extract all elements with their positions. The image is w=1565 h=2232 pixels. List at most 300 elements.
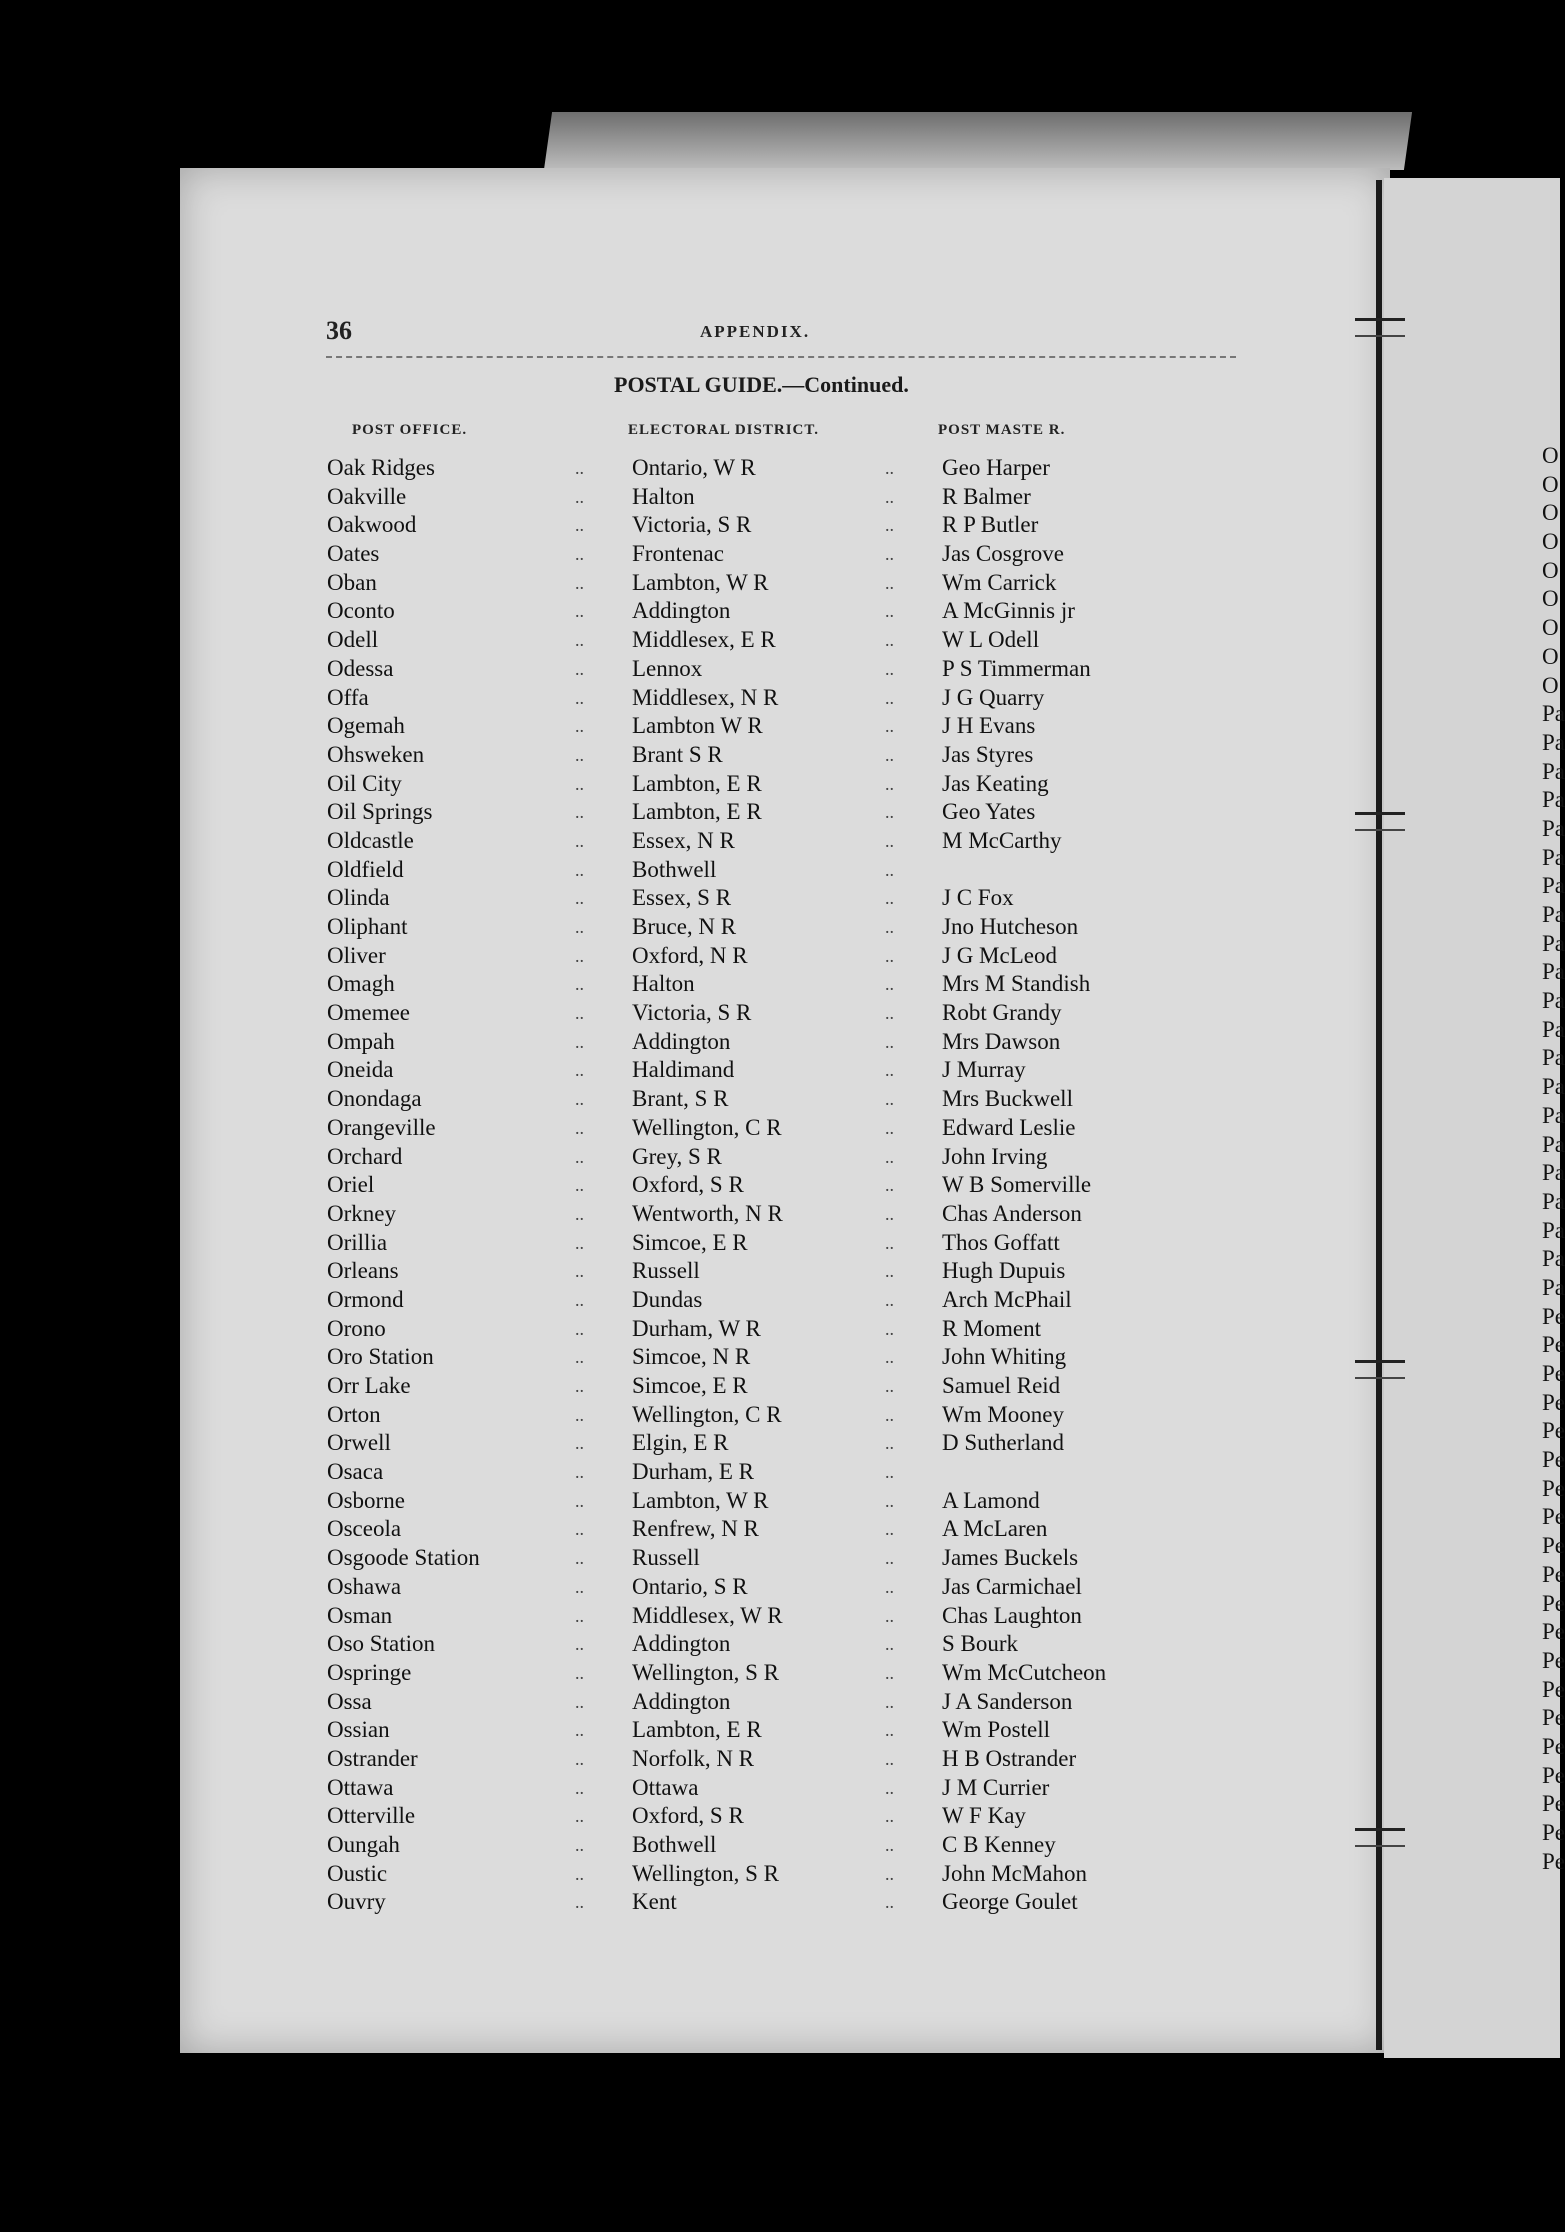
table-row	[325, 1860, 1225, 1889]
table-row	[325, 655, 1225, 684]
post-office-name: Ormond	[327, 1286, 404, 1312]
leader-dots: ..	[575, 572, 584, 593]
facing-page-fragment: Pe	[1542, 1676, 1565, 1702]
leader-dots: ..	[575, 458, 584, 478]
electoral-district: Simcoe, E R	[632, 1229, 748, 1255]
table-row	[325, 1315, 1225, 1344]
leader-dots: ..	[575, 1634, 584, 1655]
post-office-name: Offa	[327, 684, 369, 710]
electoral-district: Lambton W R	[632, 713, 763, 739]
post-office-name: Osgoode Station	[327, 1545, 480, 1571]
electoral-district: Wellington, C R	[632, 1114, 782, 1140]
facing-page-fragment: Pe	[1542, 1820, 1565, 1845]
leader-dots: ..	[575, 1490, 584, 1511]
electoral-district: Dundas	[632, 1286, 703, 1312]
leader-dots: ..	[885, 1720, 894, 1741]
leader-dots: ..	[885, 1777, 894, 1798]
post-master-name: Jno Hutcheson	[942, 914, 1079, 939]
electoral-district: Russell	[632, 1258, 700, 1284]
leader-dots: ..	[885, 1060, 894, 1081]
post-office-name: Ompah	[327, 1028, 395, 1054]
leader-dots: ..	[885, 744, 894, 765]
electoral-district: Lennox	[632, 655, 703, 681]
post-office-name: Oliver	[327, 942, 386, 968]
facing-page-fragment: Pa	[1542, 1102, 1565, 1128]
facing-page-fragment: Pa	[1542, 787, 1565, 813]
post-master-name: Chas Anderson	[942, 1200, 1082, 1226]
leader-dots: ..	[575, 1806, 584, 1827]
facing-page-fragment: O	[1542, 615, 1559, 641]
leader-dots: ..	[885, 458, 894, 478]
facing-page-fragment: O	[1542, 586, 1559, 612]
electoral-district: Lambton, E R	[632, 1717, 762, 1743]
leader-dots: ..	[575, 1576, 584, 1597]
electoral-district: Halton	[632, 971, 695, 997]
facing-page-fragment: Pa	[1542, 902, 1565, 927]
post-office-name: Ohsweken	[327, 741, 425, 767]
leader-dots: ..	[885, 1835, 894, 1855]
post-office-name: Ospringe	[327, 1659, 412, 1685]
leader-dots: ..	[575, 1031, 584, 1052]
facing-page-fragment: Pa	[1542, 1131, 1565, 1157]
electoral-district: Durham, E R	[632, 1459, 755, 1485]
electoral-district: Addington	[632, 1631, 731, 1657]
post-master-name: J G Quarry	[942, 684, 1045, 710]
facing-page-fragment: Pa	[1542, 1217, 1565, 1243]
post-master-name: S Bourk	[942, 1631, 1019, 1657]
post-master-name: Jas Carmichael	[942, 1573, 1082, 1599]
post-office-name: Omagh	[327, 971, 395, 997]
leader-dots: ..	[575, 1376, 584, 1396]
electoral-district: Lambton, E R	[632, 770, 762, 796]
postal-guide-table	[325, 454, 1225, 1917]
facing-page-fragment: Pe	[1542, 1475, 1565, 1501]
electoral-district: Oxford, S R	[632, 1172, 744, 1198]
leader-dots: ..	[575, 1318, 584, 1339]
table-row	[325, 1286, 1225, 1315]
leader-dots: ..	[885, 1031, 894, 1052]
table-row	[325, 1716, 1225, 1745]
facing-page-fragment: O	[1542, 443, 1559, 468]
electoral-district: Ontario, S R	[632, 1573, 748, 1599]
post-office-name: Ottawa	[327, 1774, 394, 1800]
post-master-name: Samuel Reid	[942, 1373, 1061, 1398]
leader-dots: ..	[575, 773, 584, 794]
post-master-name: J M Currier	[942, 1774, 1050, 1800]
leader-dots: ..	[575, 1089, 584, 1110]
leader-dots: ..	[885, 1232, 894, 1253]
facing-page-fragment: Pa	[1542, 959, 1565, 985]
facing-page-fragment: Pa	[1542, 1045, 1565, 1071]
table-row	[325, 684, 1225, 713]
electoral-district: Addington	[632, 1028, 731, 1054]
leader-dots: ..	[885, 1662, 894, 1683]
leader-dots: ..	[575, 1347, 584, 1368]
leader-dots: ..	[575, 687, 584, 708]
leader-dots: ..	[885, 1203, 894, 1224]
leader-dots: ..	[575, 1863, 584, 1884]
facing-page-fragment: Pe	[1542, 1361, 1565, 1386]
post-office-name: Oungah	[327, 1832, 400, 1857]
post-master-name: Wm McCutcheon	[942, 1659, 1107, 1685]
post-office-name: Oates	[327, 541, 380, 567]
leader-dots: ..	[885, 917, 894, 937]
column-header-post-master: POST MASTE R.	[938, 422, 1066, 438]
post-master-name: Robt Grandy	[942, 1000, 1062, 1026]
leader-dots: ..	[885, 974, 894, 995]
facing-page-fragment: Pa	[1542, 1160, 1565, 1186]
table-row	[325, 597, 1225, 626]
electoral-district: Wellington, S R	[632, 1860, 780, 1886]
post-master-name: Mrs M Standish	[942, 971, 1091, 997]
post-office-name: Orangeville	[327, 1114, 436, 1140]
leader-dots: ..	[575, 1462, 584, 1483]
post-master-name: John Irving	[942, 1143, 1048, 1169]
facing-page-fragment: Pe	[1542, 1303, 1565, 1329]
post-master-name: Wm Postell	[942, 1717, 1050, 1743]
post-office-name: Orleans	[327, 1258, 399, 1284]
leader-dots: ..	[885, 1519, 894, 1540]
post-master-name: D Sutherland	[942, 1430, 1065, 1456]
post-master-name: Mrs Buckwell	[942, 1086, 1073, 1112]
post-office-name: Ouvry	[327, 1889, 386, 1915]
binding-stitch	[1355, 812, 1405, 831]
post-office-name: Oliphant	[327, 914, 408, 939]
electoral-district: Bruce, N R	[632, 914, 737, 939]
electoral-district: Lambton, W R	[632, 569, 769, 595]
table-row	[325, 1659, 1225, 1688]
section-title: POSTAL GUIDE.—Continued.	[614, 372, 909, 397]
leader-dots: ..	[575, 802, 584, 823]
facing-page-fragment: Pe	[1542, 1733, 1565, 1759]
table-row	[325, 1745, 1225, 1774]
facing-page-fragment: Pe	[1542, 1418, 1565, 1444]
table-row	[325, 511, 1225, 540]
post-office-name: Orkney	[327, 1200, 396, 1226]
table-row	[325, 569, 1225, 598]
leader-dots: ..	[885, 1691, 894, 1712]
post-master-name: R Balmer	[942, 483, 1031, 509]
post-master-name: R P Butler	[942, 512, 1039, 538]
post-office-name: Osman	[327, 1602, 393, 1628]
post-office-name: Oldfield	[327, 856, 404, 882]
post-master-name: H B Ostrander	[942, 1745, 1077, 1771]
leader-dots: ..	[575, 1605, 584, 1626]
facing-page-fragment: Pa	[1542, 1274, 1565, 1300]
leader-dots: ..	[575, 945, 584, 966]
leader-dots: ..	[575, 630, 584, 651]
leader-dots: ..	[885, 1576, 894, 1597]
header-rule	[326, 356, 1236, 358]
electoral-district: Lambton, E R	[632, 799, 762, 825]
leader-dots: ..	[575, 1835, 584, 1855]
electoral-district: Halton	[632, 483, 695, 509]
post-office-name: Oak Ridges	[327, 455, 435, 480]
table-row	[325, 454, 1225, 483]
page-number: 36	[326, 316, 352, 345]
post-office-name: Oakville	[327, 483, 407, 509]
post-office-name: Oustic	[327, 1860, 388, 1886]
electoral-district: Middlesex, N R	[632, 684, 779, 710]
post-office-name: Olinda	[327, 885, 390, 911]
post-master-name: Chas Laughton	[942, 1602, 1082, 1628]
post-master-name: Geo Yates	[942, 799, 1036, 825]
post-office-name: Oakwood	[327, 512, 417, 538]
facing-page-fragment: Pa	[1542, 873, 1565, 899]
leader-dots: ..	[575, 486, 584, 507]
post-master-name: Wm Carrick	[942, 569, 1057, 595]
leader-dots: ..	[885, 1433, 894, 1454]
post-office-name: Oil City	[327, 770, 402, 796]
table-row	[325, 1372, 1225, 1401]
leader-dots: ..	[575, 716, 584, 737]
table-row	[325, 913, 1225, 942]
leader-dots: ..	[575, 515, 584, 536]
leader-dots: ..	[885, 486, 894, 507]
facing-page-fragment: Pe	[1542, 1705, 1565, 1731]
facing-page-fragment: Pe	[1542, 1590, 1565, 1616]
table-row	[325, 798, 1225, 827]
leader-dots: ..	[575, 658, 584, 679]
table-row	[325, 1114, 1225, 1143]
facing-page-fragment: Pa	[1542, 1188, 1565, 1214]
facing-page-fragment: Pa	[1542, 988, 1565, 1014]
table-row	[325, 1458, 1225, 1487]
leader-dots: ..	[885, 1003, 894, 1024]
leader-dots: ..	[885, 1404, 894, 1425]
leader-dots: ..	[885, 1863, 894, 1884]
leader-dots: ..	[575, 917, 584, 937]
leader-dots: ..	[885, 1462, 894, 1483]
leader-dots: ..	[575, 1232, 584, 1253]
post-office-name: Osborne	[327, 1487, 405, 1513]
leader-dots: ..	[885, 1175, 894, 1196]
column-header-post-office: POST OFFICE.	[352, 422, 468, 438]
facing-page-fragment: Pe	[1542, 1389, 1565, 1415]
leader-dots: ..	[575, 1289, 584, 1310]
table-row	[325, 1602, 1225, 1631]
electoral-district: Russell	[632, 1545, 700, 1571]
electoral-district: Essex, S R	[632, 885, 732, 911]
post-master-name: Edward Leslie	[942, 1114, 1076, 1140]
electoral-district: Bothwell	[632, 856, 717, 882]
leader-dots: ..	[575, 1146, 584, 1167]
leader-dots: ..	[885, 1892, 894, 1913]
post-master-name: A McLaren	[942, 1516, 1048, 1542]
book-edge-shadow	[544, 112, 1412, 170]
facing-page-fragment: Pe	[1542, 1533, 1565, 1559]
leader-dots: ..	[575, 1748, 584, 1769]
electoral-district: Ottawa	[632, 1774, 699, 1800]
binding-spine	[1376, 180, 1382, 2050]
facing-page-fragment: Pa	[1542, 729, 1565, 755]
post-office-name: Oso Station	[327, 1631, 435, 1657]
table-row	[325, 1573, 1225, 1602]
leader-dots: ..	[885, 773, 894, 794]
leader-dots: ..	[885, 1089, 894, 1110]
facing-page-fragment: O	[1542, 500, 1559, 526]
post-master-name: Wm Mooney	[942, 1401, 1065, 1427]
electoral-district: Brant, S R	[632, 1086, 729, 1112]
table-row	[325, 1257, 1225, 1286]
table-row	[325, 1143, 1225, 1172]
table-row	[325, 712, 1225, 741]
post-office-name: Orono	[327, 1315, 386, 1341]
table-row	[325, 483, 1225, 512]
running-head: APPENDIX.	[700, 322, 811, 341]
electoral-district: Addington	[632, 598, 731, 624]
leader-dots: ..	[575, 544, 584, 565]
post-master-name: J G McLeod	[942, 942, 1057, 968]
post-master-name: J C Fox	[942, 885, 1014, 911]
leader-dots: ..	[575, 859, 584, 880]
post-master-name: J A Sanderson	[942, 1688, 1073, 1714]
binding-stitch	[1355, 1360, 1405, 1379]
table-row	[325, 884, 1225, 913]
table-row	[325, 970, 1225, 999]
facing-page	[1384, 178, 1560, 2058]
post-master-name: W L Odell	[942, 627, 1040, 653]
leader-dots: ..	[885, 1318, 894, 1339]
table-row	[325, 770, 1225, 799]
table-row	[325, 1056, 1225, 1085]
leader-dots: ..	[885, 1117, 894, 1138]
post-office-name: Osaca	[327, 1459, 384, 1485]
leader-dots: ..	[575, 1519, 584, 1540]
facing-page-fragment: Pe	[1542, 1647, 1565, 1673]
table-row	[325, 827, 1225, 856]
leader-dots: ..	[885, 945, 894, 966]
electoral-district: Oxford, N R	[632, 942, 748, 968]
facing-page-fragments	[1542, 442, 1565, 1876]
post-office-name: Oconto	[327, 598, 395, 624]
table-row	[325, 1028, 1225, 1057]
table-row	[325, 1343, 1225, 1372]
leader-dots: ..	[885, 630, 894, 651]
leader-dots: ..	[575, 1203, 584, 1224]
electoral-district: Haldimand	[632, 1057, 735, 1083]
leader-dots: ..	[885, 1146, 894, 1167]
electoral-district: Brant S R	[632, 741, 723, 767]
leader-dots: ..	[575, 1892, 584, 1913]
leader-dots: ..	[575, 1662, 584, 1683]
table-row	[325, 1229, 1225, 1258]
post-master-name: Mrs Dawson	[942, 1028, 1061, 1054]
post-office-name: Orwell	[327, 1430, 391, 1456]
post-office-name: Orton	[327, 1401, 381, 1427]
leader-dots: ..	[885, 888, 894, 909]
post-office-name: Onondaga	[327, 1086, 422, 1112]
electoral-district: Wellington, S R	[632, 1659, 780, 1685]
leader-dots: ..	[575, 1404, 584, 1425]
leader-dots: ..	[885, 515, 894, 536]
leader-dots: ..	[575, 744, 584, 765]
electoral-district: Kent	[632, 1889, 677, 1915]
post-office-name: Oriel	[327, 1172, 375, 1198]
table-row	[325, 1429, 1225, 1458]
electoral-district: Bothwell	[632, 1832, 717, 1857]
post-office-name: Omemee	[327, 1000, 411, 1026]
facing-page-fragment: O	[1542, 672, 1559, 698]
post-master-name: Geo Harper	[942, 455, 1050, 480]
facing-page-fragment: O	[1542, 471, 1559, 497]
leader-dots: ..	[885, 658, 894, 679]
leader-dots: ..	[575, 830, 584, 851]
table-row	[325, 1831, 1225, 1860]
post-master-name: John Whiting	[942, 1344, 1067, 1370]
electoral-district: Norfolk, N R	[632, 1745, 755, 1771]
post-master-name: P S Timmerman	[942, 655, 1091, 681]
table-row	[325, 1085, 1225, 1114]
post-office-name: Ogemah	[327, 713, 405, 739]
electoral-district: Middlesex, E R	[632, 627, 776, 653]
table-row	[325, 741, 1225, 770]
leader-dots: ..	[575, 1117, 584, 1138]
leader-dots: ..	[885, 830, 894, 851]
electoral-district: Addington	[632, 1688, 731, 1714]
facing-page-fragment: Pe	[1542, 1561, 1565, 1587]
post-master-name: R Moment	[942, 1315, 1042, 1341]
post-master-name: A Lamond	[942, 1487, 1040, 1513]
electoral-district: Victoria, S R	[632, 1000, 752, 1026]
leader-dots: ..	[575, 1777, 584, 1798]
post-master-name: John McMahon	[942, 1860, 1088, 1886]
post-master-name: Arch McPhail	[942, 1286, 1072, 1312]
leader-dots: ..	[885, 687, 894, 708]
electoral-district: Frontenac	[632, 541, 724, 567]
leader-dots: ..	[885, 1634, 894, 1655]
binding-stitch	[1355, 1828, 1405, 1847]
leader-dots: ..	[885, 1748, 894, 1769]
leader-dots: ..	[575, 1175, 584, 1196]
leader-dots: ..	[885, 572, 894, 593]
post-office-name: Oneida	[327, 1057, 394, 1083]
post-office-name: Orr Lake	[327, 1373, 411, 1398]
facing-page-fragment: Pa	[1542, 701, 1565, 727]
electoral-district: Grey, S R	[632, 1143, 722, 1169]
facing-page-fragment: Pa	[1542, 844, 1565, 870]
post-master-name: Jas Cosgrove	[942, 541, 1065, 567]
column-header-electoral-district: ELECTORAL DISTRICT.	[628, 422, 820, 438]
electoral-district: Victoria, S R	[632, 512, 752, 538]
table-row	[325, 1171, 1225, 1200]
table-row	[325, 999, 1225, 1028]
facing-page-fragment: Pa	[1542, 1074, 1565, 1100]
table-row	[325, 1544, 1225, 1573]
electoral-district: Wentworth, N R	[632, 1200, 783, 1226]
post-office-name: Oban	[327, 569, 377, 595]
electoral-district: Durham, W R	[632, 1315, 761, 1341]
facing-page-fragment: Pa	[1542, 815, 1565, 841]
table-row	[325, 1888, 1225, 1917]
facing-page-fragment: Pe	[1542, 1619, 1565, 1645]
table-row	[325, 1688, 1225, 1717]
electoral-district: Middlesex, W R	[632, 1602, 783, 1628]
post-master-name: Thos Goffatt	[942, 1229, 1060, 1255]
post-master-name: W F Kay	[942, 1803, 1026, 1829]
post-master-name: George Goulet	[942, 1889, 1078, 1915]
table-row	[325, 1802, 1225, 1831]
facing-page-fragment: Pa	[1542, 758, 1565, 784]
leader-dots: ..	[575, 1548, 584, 1569]
electoral-district: Simcoe, E R	[632, 1373, 748, 1398]
table-row	[325, 1401, 1225, 1430]
table-row	[325, 1630, 1225, 1659]
post-master-name: M McCarthy	[942, 827, 1062, 853]
table-row	[325, 1487, 1225, 1516]
leader-dots: ..	[885, 1490, 894, 1511]
post-office-name: Oil Springs	[327, 799, 433, 825]
